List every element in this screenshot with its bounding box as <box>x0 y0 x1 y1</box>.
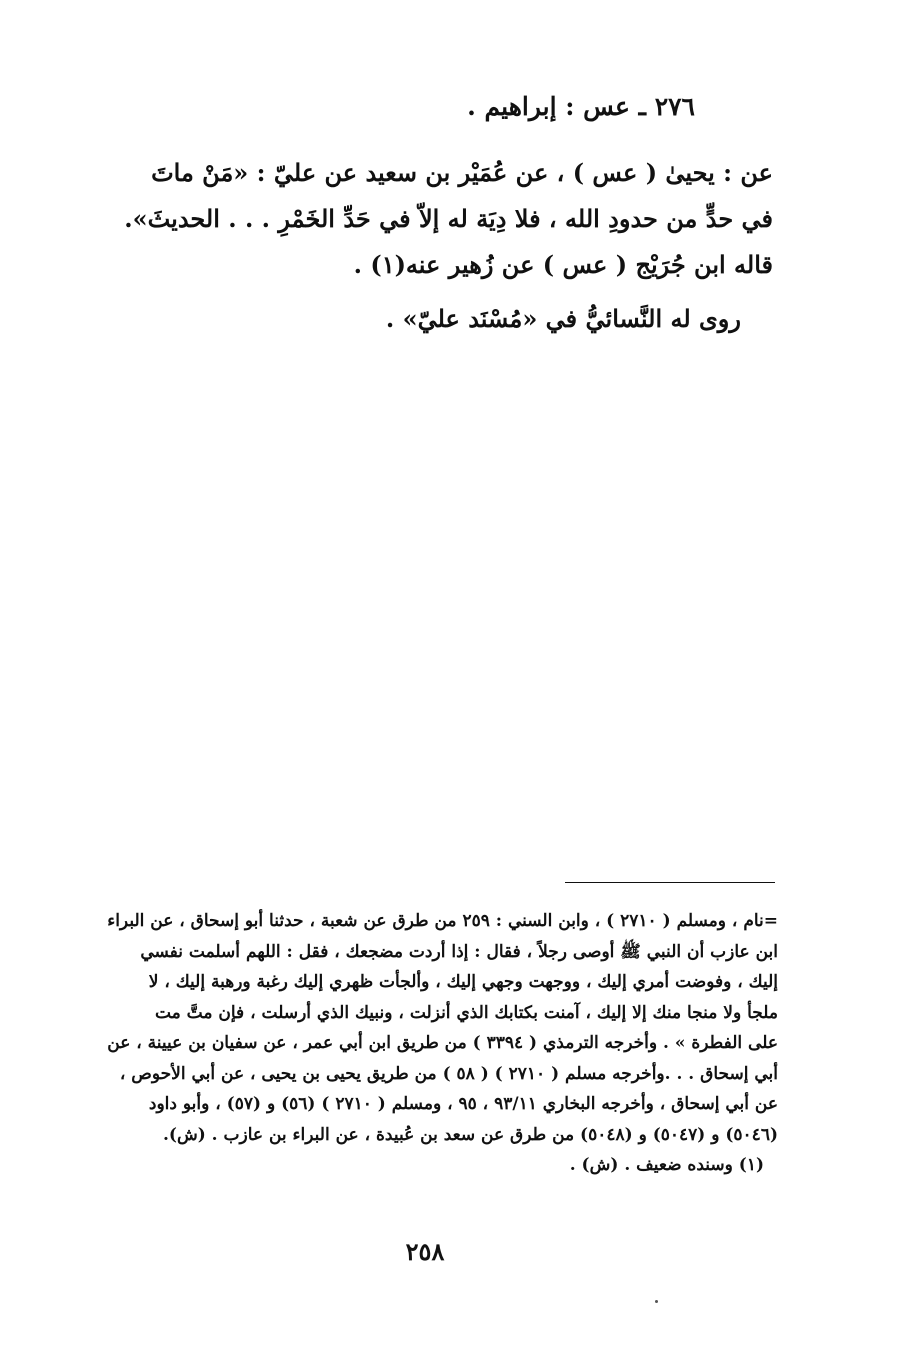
entry-line: في حدٍّ من حدودِ الله ، فلا دِيَة له إلاّ في حَدِّ الخَمْرِ . . . الحديثَ». <box>124 204 773 233</box>
entry-line: عن : يحيىٰ ( عس ) ، عن عُمَيْر بن سعيد عن عليّ : «مَنْ ماتَ <box>151 158 773 187</box>
footnote-line: (١) وسنده ضعيف . (ش) . <box>569 1155 764 1175</box>
page-number: ٢٥٨ <box>405 1237 445 1266</box>
footnote-line: ملجأ ولا منجا منك إلا إليك ، آمنت بكتابك الذي أنزلت ، ونبيك الذي أرسلت ، فإن متَّ مت <box>154 1002 778 1023</box>
footnote-line: إليك ، وفوضت أمري إليك ، ووجهت وجهي إليك ، وألجأت ظهري إليك رغبة ورهبة إليك ، لا <box>148 972 778 992</box>
scan-speck <box>655 1300 658 1303</box>
footnote-divider <box>565 882 775 883</box>
footnote-line: =نام ، ومسلم ( ٢٧١٠ ) ، وابن السني : ٢٥٩ من طرق عن شعبة ، حدثنا أبو إسحاق ، عن البراء <box>107 911 778 931</box>
footnote-line: عن أبي إسحاق ، وأخرجه البخاري ٩٣/١١ ، ٩٥ ، ومسلم ( ٢٧١٠ ) (٥٦) و (٥٧) ، وأبو داود <box>148 1094 778 1114</box>
entry-body <box>73 150 773 342</box>
entry-line: روى له النَّسائيُّ في «مُسْنَد عليّ» . <box>385 304 741 333</box>
entry-line: قاله ابن جُرَيْج ( عس ) عن زُهير عنه(١) . <box>353 250 773 279</box>
footnotes <box>78 906 778 1181</box>
footnote-line: ابن عازب أن النبي ﷺ أوصى رجلاً ، فقال : إذا أردت مضجعك ، فقل : اللهم أسلمت نفسي <box>140 941 778 962</box>
footnote-line: أبي إسحاق . . .وأخرجه مسلم ( ٢٧١٠ ) ( ٥٨ ) من طريق يحيى بن يحيى ، عن أبي الأحوص ، <box>119 1063 778 1084</box>
footnote-line: (٥٠٤٦) و (٥٠٤٧) و (٥٠٤٨) من طرق عن سعد بن عُبيدة ، عن البراء بن عازب . (ش). <box>163 1124 778 1145</box>
entry-heading: ٢٧٦ ـ عس : إبراهيم . <box>467 92 695 121</box>
footnote-line: على الفطرة » . وأخرجه الترمذي ( ٣٣٩٤ ) من طريق ابن أبي عمر ، عن سفيان بن عيينة ، عن <box>107 1033 778 1053</box>
